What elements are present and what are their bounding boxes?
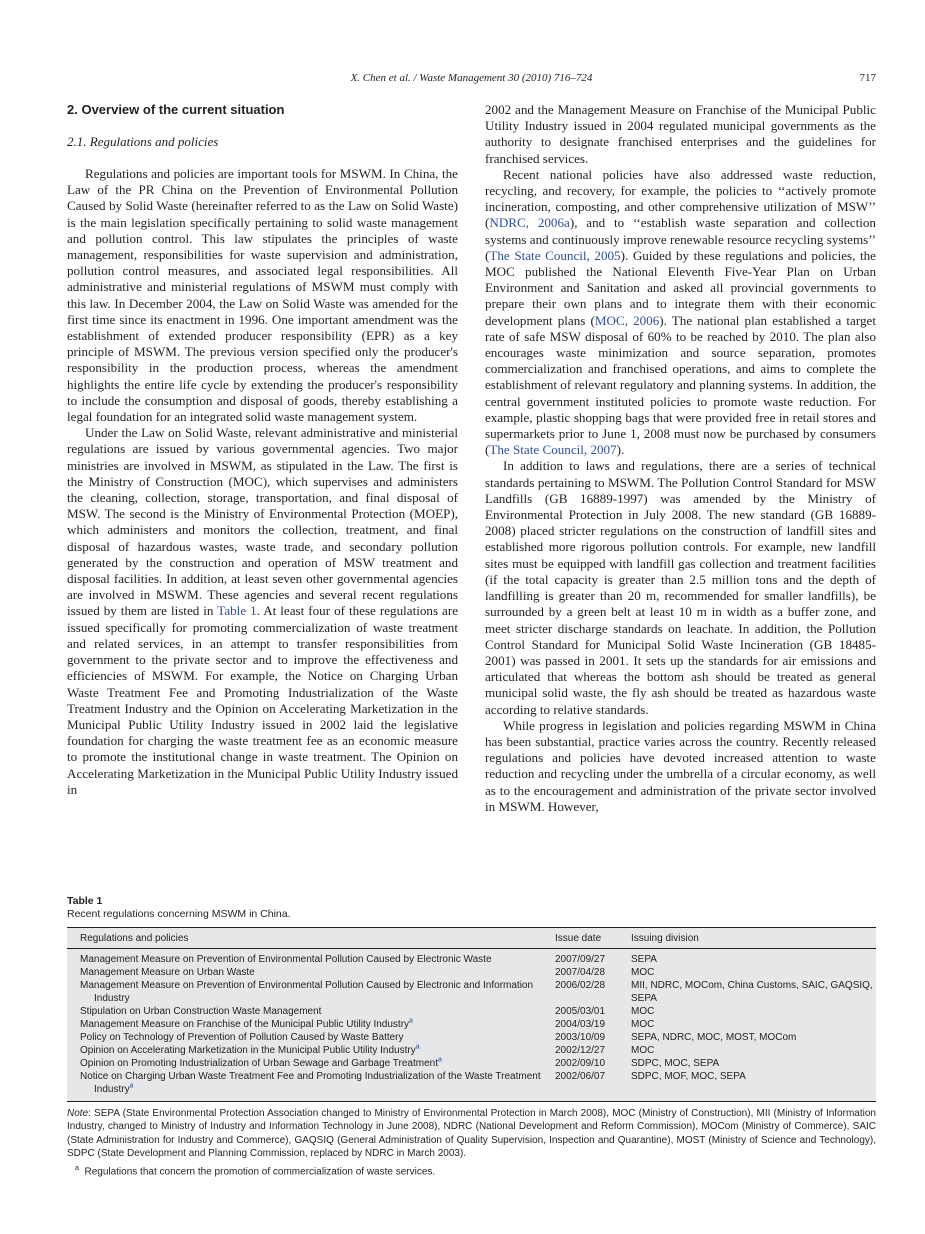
paragraph [485, 167, 876, 459]
paragraph: While progress in legislation and policies regarding MSWM in China has been substantial, practice varies across the country. Recently released regulations and policies have devoted increased attention to waste reduction and recycling under the umbrella of a circular economy, as well as to the encouragement and administration of the private sector involved in MSWM. However, [485, 717, 876, 814]
cell-regulation [67, 949, 555, 967]
regulation-text: Policy on Technology of Prevention of Pollution Caused by Waste Battery [80, 1032, 404, 1043]
section-heading: 2. Overview of the current situation [67, 102, 285, 117]
column-header-regulations: Regulations and policies [67, 928, 555, 949]
table-1 [67, 894, 876, 1178]
regulation-text: Opinion on Promoting Industrialization of Urban Sewage and Garbage Treatment [80, 1058, 438, 1069]
subsection-heading: 2.1. Regulations and policies [67, 134, 219, 149]
column-header-issuing-division: Issuing division [631, 928, 876, 949]
table-footnote [67, 1162, 876, 1178]
cell-issuing-division: SEPA [631, 954, 657, 965]
cell-regulation [67, 1018, 555, 1031]
paragraph-text: ), and to ‘‘establish waste separation and collection systems and continuously improve renewable resource recycling systems’’ ( [485, 215, 876, 263]
right-column [485, 102, 876, 815]
paragraph-text: ). Guided by these regulations and policies, the MOC published the National Eleventh Five-Year Plan on Urban Environment and Sanitation and asked all provincial governments to prepare their own plans and to integrate them with their economic development plans ( [485, 247, 876, 328]
regulation-name [80, 1005, 555, 1018]
cell-issue-date: 2006/02/28 [555, 980, 606, 991]
paragraph: In addition to laws and regulations, there are a series of technical standards pertaining to MSWM. The Pollution Control Standard for MSW Landfills (GB 16889-1997) was amended by the Ministry of Environmental Protection in July 2008. The new standard (GB 16889-2008) placed stricter regulations on the construction of landfill sites and established more rigorous pollution controls. For example, new landfill sites must be equipped with landfill gas collection and treatment facilities (if the total capacity is greater than 2.5 million tons and the depth of landfilling is greater than 20 m, recommended for smaller landfills), be surrounded by a green belt at least 10 m in width as a buffer zone, and meet stricter discharge standards on leachate. In addition, the Pollution Control Standard for Municipal Solid Waste Incineration (GB 18485-2001) was passed in 2001. It sets up the standards for air emissions and articulated that whereas the bottom ash should be treated as general municipal solid waste, the fly ash should be treated as hazardous waste according to relative standards. [485, 458, 876, 717]
regulation-text: Management Measure on Franchise of the Municipal Public Utility Industry [80, 1019, 410, 1030]
table-row [67, 1005, 876, 1018]
regulation-name [80, 979, 555, 1005]
regulation-name [80, 966, 555, 979]
regulation-name [80, 1070, 555, 1096]
footnote-marker[interactable]: a [438, 1056, 442, 1064]
cell-regulation [67, 1044, 555, 1057]
regulation-text: Management Measure on Prevention of Environmental Pollution Caused by Electronic and Information Industry [80, 980, 534, 1004]
note-label: Note [67, 1108, 89, 1119]
table-row [67, 979, 876, 1005]
paragraph-text: ). The national plan established a target rate of safe MSW disposal of 60% to be reached by 2010. The plan also encourages waste minimization and source separation, promotes commercialization and franchised operations, and aims to complete the establishment of relevant regulatory and planning systems. In addition, the central government instituted policies to promote waste reduction. For example, plastic shopping bags that were provided free in retail stores and supermarkets prior to June 1, 2008 must now be purchased by consumers ( [485, 312, 876, 458]
regulation-name [80, 1031, 555, 1044]
table-row [67, 1018, 876, 1031]
regulation-name [80, 1044, 555, 1057]
table-row [67, 1044, 876, 1057]
table-row [67, 1031, 876, 1044]
paragraph-text: Recent national policies have also addressed waste reduction, recycling, and recovery, for example, the policies to ‘‘actively promote incineration, composting, and other comprehensive utilization of MSW’’ ( [485, 166, 876, 231]
paragraph: Regulations and policies are important tools for MSWM. In China, the Law of the PR China on the Prevention of Environmental Pollution Caused by Solid Waste (hereinafter referred to as the Law on Solid Waste) is the main legislation specifically pertaining to solid waste management and pollution control. This law stipulates the principles of waste management, responsibilities for waste supervision and administration, pollution control measures, and associated legal responsibilities. All administrative and ministerial regulations of MSWM must comply with this law. In December 2004, the Law on Solid Waste was amended for the first time since its enactment in 1996. One important amendment was the establishment of extended producer responsibility (EPR) as a key principle of MSWM. The previous version specified only the producer's responsibility in the production process, whereas the amendment highlights the entire life cycle by extending the producer's responsibility to include the consumption and disposal of goods, thereby establishing a legal foundation for an integrated solid waste management system. [67, 166, 458, 425]
cell-issuing-division: MOC [631, 1006, 655, 1017]
regulations-table [67, 927, 876, 1102]
paragraph-text: . At least four of these regulations are issued specifically for promoting commercialization of waste treatment and related services, in an attempt to transfer responsibilities from government to the private sector and to improve the effectiveness and efficiencies of MSWM. For example, the Notice on Charging Urban Waste Treatment Fee and Promoting Industrialization of the Waste Treatment Industry and the Opinion on Accelerating Marketization in the Municipal Public Utility Industry issued in 2002 laid the legislative foundation for charging the waste treatment fee as an economic measure to promote the institutional change in waste treatment. The Opinion on Accelerating Marketization in the Municipal Public Utility Industry issued in [67, 603, 459, 797]
table-header-row [67, 928, 876, 949]
cell-issue-date: 2007/04/28 [555, 967, 606, 978]
cell-issuing-division: MII, NDRC, MOCom, China Customs, SAIC, GAQSIQ, SEPA [631, 980, 873, 1004]
regulation-text: Stipulation on Urban Construction Waste Management [80, 1006, 322, 1017]
paragraph [67, 425, 458, 798]
table-label: Table 1 [67, 895, 103, 907]
footnote-text: Regulations that concern the promotion of commercialization of waste services. [84, 1165, 436, 1177]
note-text: : SEPA (State Environmental Protection Association changed to Ministry of Environmental Protection in March 2008), MOC (Ministry of Construction), MII (Ministry of Information Industry, changed to Ministry of Industry and Information Technology in June 2008), NDRC (National Development and Reform Commission), MOCom (Ministry of Commerce), SAIC (State Administration for Industry and Commerce), GAQSIQ (General Administration of Quality Supervision, Inspection and Quarantine), MOST (Ministry of Science and Technology), SDPC (State Development and Planning Commission, replaced by NDRC in March 2003). [67, 1108, 876, 1160]
cell-issuing-division: MOC [631, 1019, 655, 1030]
footnote-marker[interactable]: a [415, 1043, 420, 1051]
cell-regulation [67, 1031, 555, 1044]
regulation-name [80, 953, 555, 966]
table-row [67, 966, 876, 979]
citation-link[interactable]: The State Council, 2005 [489, 247, 621, 263]
table-reference-link[interactable]: Table 1 [217, 603, 257, 619]
table-row [67, 1057, 876, 1070]
regulation-text: Notice on Charging Urban Waste Treatment Fee and Promoting Industrialization of the Waste Treatment Industry [80, 1071, 541, 1095]
cell-regulation [67, 1005, 555, 1018]
cell-issuing-division: MOC [631, 967, 655, 978]
citation-link[interactable]: NDRC, 2006a [489, 215, 570, 231]
table-row [67, 1070, 876, 1102]
paragraph: 2002 and the Management Measure on Franchise of the Municipal Public Utility Industry issued in 2004 regulated municipal governments as the authority to designate franchised enterprises and the guidelines for franchised services. [485, 102, 876, 166]
cell-regulation [67, 966, 555, 979]
regulation-text: Management Measure on Urban Waste [80, 967, 255, 978]
running-header [67, 72, 876, 88]
regulation-text: Management Measure on Prevention of Environmental Pollution Caused by Electronic Waste [80, 954, 492, 965]
table-row [67, 949, 876, 967]
paragraph-text: Under the Law on Solid Waste, relevant administrative and ministerial regulations are issued by various governmental agencies. Two major ministries are involved in MSWM, as stipulated in the Law. The first is the Ministry of Construction (MOC), which supervises and administers the cleaning, collection, storage, transportation, and final disposal of MSW. The second is the Ministry of Environmental Protection (MOEP), which administers and monitors the collection, treatment, and final disposal of hazardous wastes, waste trade, and secondary pollution generated by the construction and operation of MSW treatment and disposal facilities. In addition, at least seven other governmental agencies are involved in MSWM. These agencies and several recent regulations issued by them are listed in [67, 425, 458, 619]
footnote-mark: a [75, 1164, 79, 1172]
regulation-name [80, 1057, 555, 1070]
table-caption: Recent regulations concerning MSWM in China. [67, 908, 291, 920]
footnote-marker[interactable]: a [129, 1082, 134, 1090]
journal-citation: X. Chen et al. / Waste Management 30 (2010) 716–724 [350, 72, 593, 84]
table-note [67, 1107, 876, 1161]
column-header-issue-date: Issue date [555, 928, 631, 949]
cell-issuing-division: MOC [631, 1045, 655, 1056]
citation-link[interactable]: The State Council, 2007 [489, 442, 617, 458]
cell-issuing-division: SDPC, MOC, SEPA [631, 1058, 720, 1069]
cell-issue-date: 2005/03/01 [555, 1006, 606, 1017]
footnote-marker[interactable]: a [409, 1017, 413, 1025]
cell-issuing-division: SDPC, MOF, MOC, SEPA [631, 1070, 876, 1102]
left-column [67, 102, 458, 798]
cell-regulation [67, 1057, 555, 1070]
cell-regulation [67, 979, 555, 1005]
cell-issue-date: 2002/09/10 [555, 1058, 606, 1069]
regulation-name [80, 1018, 555, 1031]
regulation-text: Opinion on Accelerating Marketization in the Municipal Public Utility Industry [80, 1045, 416, 1056]
page-number: 717 [859, 72, 876, 84]
cell-issuing-division: SEPA, NDRC, MOC, MOST, MOCom [631, 1032, 797, 1043]
paragraph-text: ). [616, 442, 625, 458]
table-body [67, 949, 876, 1102]
cell-issue-date: 2003/10/09 [555, 1032, 606, 1043]
cell-issue-date: 2002/06/07 [555, 1070, 631, 1102]
cell-issue-date: 2002/12/27 [555, 1045, 606, 1056]
cell-issue-date: 2007/09/27 [555, 954, 606, 965]
citation-link[interactable]: MOC, 2006 [594, 312, 660, 328]
cell-regulation [67, 1070, 555, 1102]
cell-issue-date: 2004/03/19 [555, 1019, 606, 1030]
